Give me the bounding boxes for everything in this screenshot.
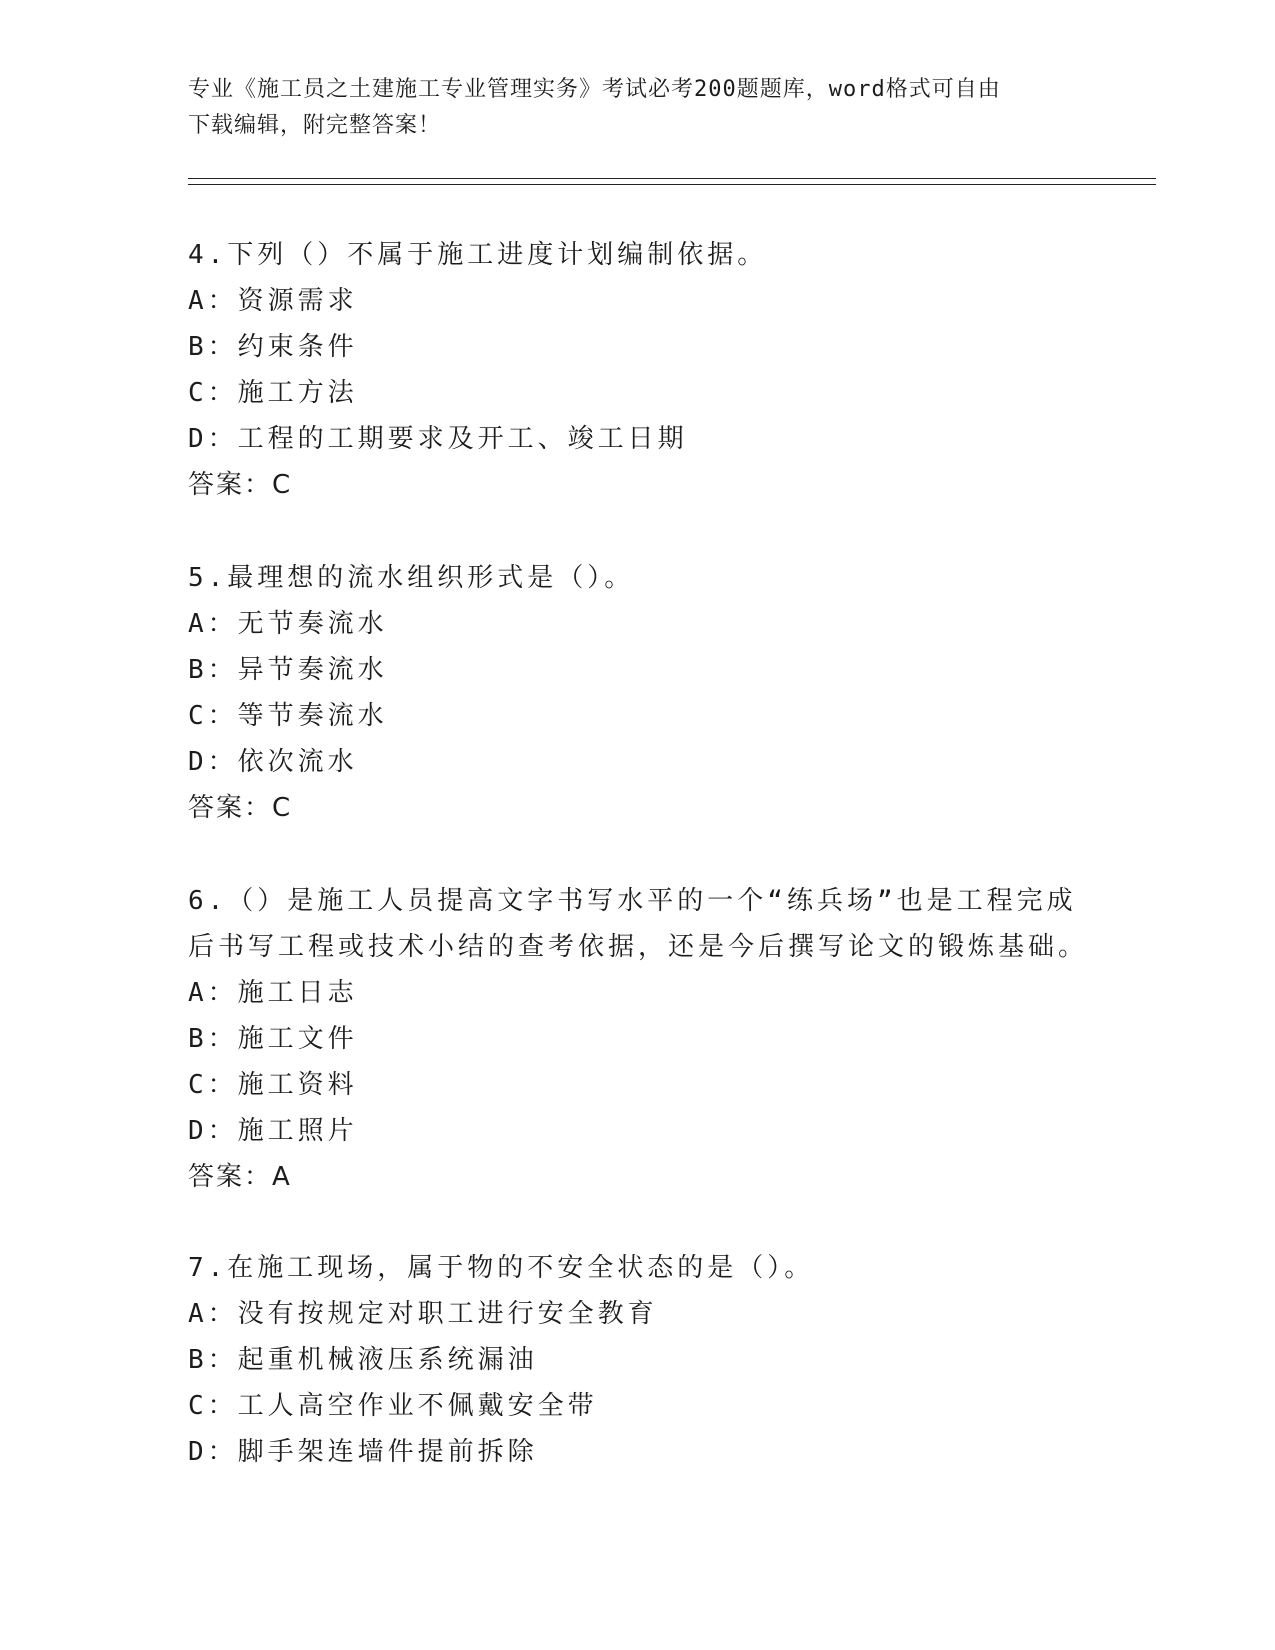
option-b: B：施工文件 <box>188 1024 358 1054</box>
option-c: C：等节奏流水 <box>188 701 388 731</box>
question-stem <box>188 1245 1108 1291</box>
option-a: A：资源需求 <box>188 286 358 316</box>
option-d: D：依次流水 <box>188 747 358 777</box>
option-b: B：约束条件 <box>188 332 358 362</box>
question-stem-line: 4.下列（）不属于施工进度计划编制依据。 <box>188 240 768 270</box>
option-c: C：施工资料 <box>188 1070 358 1100</box>
question-stem-line: 5.最理想的流水组织形式是（）。 <box>188 563 635 593</box>
answer: 答案：C <box>188 793 293 823</box>
header-divider <box>188 178 1156 185</box>
option-a: A：没有按规定对职工进行安全教育 <box>188 1299 658 1329</box>
option-b: B：起重机械液压系统漏油 <box>188 1345 538 1375</box>
question-stem-line: 后书写工程或技术小结的查考依据，还是今后撰写论文的锻炼基础。 <box>188 932 1089 962</box>
question-6 <box>188 878 1108 1200</box>
option-c: C：工人高空作业不佩戴安全带 <box>188 1391 598 1421</box>
document-header <box>188 72 1088 144</box>
option-a: A：无节奏流水 <box>188 609 388 639</box>
header-line-2: 下载编辑，附完整答案！ <box>188 113 442 138</box>
question-4 <box>188 232 1108 508</box>
question-stem <box>188 232 1108 278</box>
answer: 答案：C <box>188 470 293 500</box>
question-7 <box>188 1245 1108 1475</box>
question-5 <box>188 555 1108 831</box>
question-stem-line: 6.（）是施工人员提高文字书写水平的一个“练兵场”也是工程完成 <box>188 886 1077 916</box>
option-a: A：施工日志 <box>188 978 358 1008</box>
question-stem <box>188 878 1108 970</box>
answer: 答案：A <box>188 1162 292 1192</box>
option-d: D：施工照片 <box>188 1116 358 1146</box>
option-c: C：施工方法 <box>188 378 358 408</box>
option-d: D：工程的工期要求及开工、竣工日期 <box>188 424 688 454</box>
header-line-1: 专业《施工员之土建施工专业管理实务》考试必考200题题库，word格式可自由 <box>188 77 1001 102</box>
question-stem-line: 7.在施工现场，属于物的不安全状态的是（）。 <box>188 1253 815 1283</box>
option-b: B：异节奏流水 <box>188 655 388 685</box>
option-d: D：脚手架连墙件提前拆除 <box>188 1437 538 1467</box>
question-stem <box>188 555 1108 601</box>
